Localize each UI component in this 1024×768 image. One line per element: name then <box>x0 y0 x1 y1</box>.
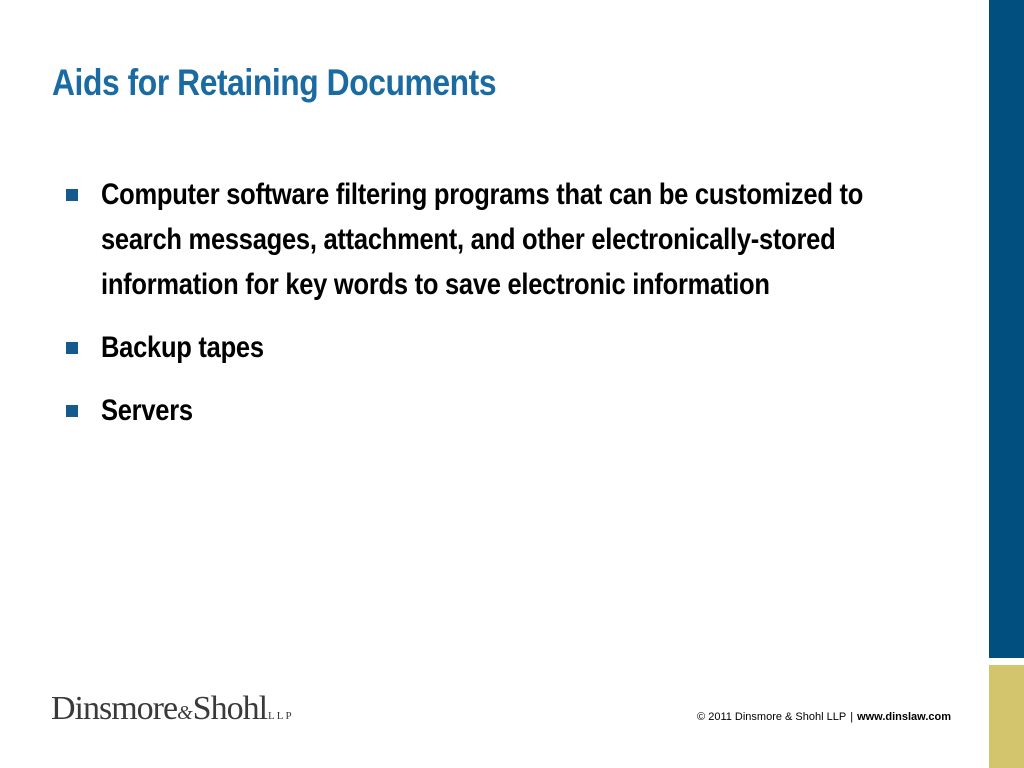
bullet-text: Computer software filtering programs that can be customized to search messages, attachment, and other electronically-stored information for key words to save electronic information <box>101 178 864 301</box>
bullet-item <box>60 172 940 307</box>
footer-url-link[interactable]: www.dinslaw.com <box>857 711 951 723</box>
slide-title: Aids for Retaining Documents <box>52 62 497 103</box>
company-logo <box>51 690 294 728</box>
bullet-text: Servers <box>101 394 193 427</box>
side-bar-blue <box>989 0 1024 658</box>
logo-name-part2: Shohl <box>192 690 268 727</box>
square-bullet-icon <box>66 189 78 201</box>
logo-name-part1: Dinsmore <box>51 690 178 727</box>
bullet-item <box>60 325 940 370</box>
footer-copyright: © 2011 Dinsmore & Shohl LLP <box>697 711 847 723</box>
side-bar-gold <box>989 665 1024 768</box>
square-bullet-icon <box>66 342 78 354</box>
footer-separator: | <box>850 711 854 723</box>
bullet-list <box>60 172 940 451</box>
logo-ampersand: & <box>177 702 193 724</box>
logo-suffix: LLP <box>268 710 294 722</box>
bullet-item <box>60 388 940 433</box>
footer <box>697 711 951 723</box>
bullet-text: Backup tapes <box>101 331 264 364</box>
square-bullet-icon <box>66 405 78 417</box>
